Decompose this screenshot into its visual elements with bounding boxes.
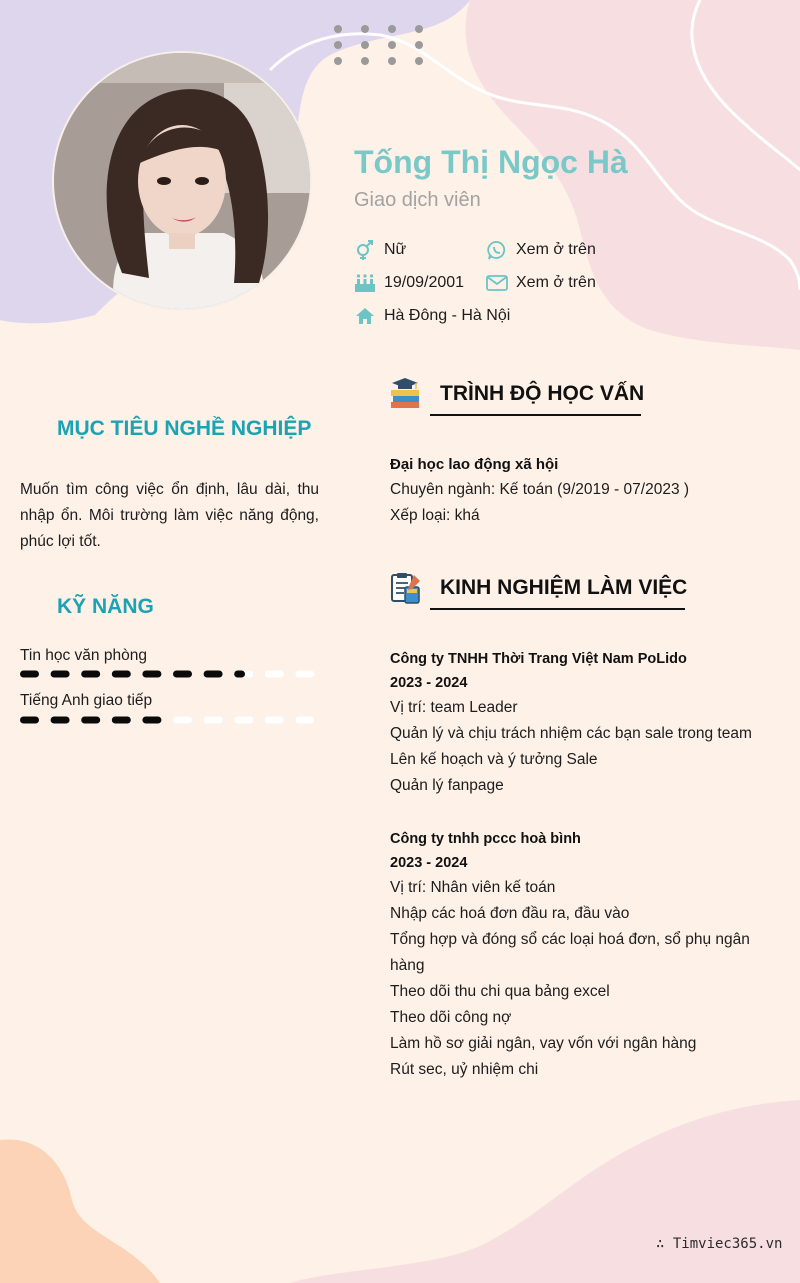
skill-segment-filled: [112, 671, 131, 678]
skill-segment-filled: [173, 671, 192, 678]
site-watermark: ∴ Timviec365.vn: [656, 1236, 783, 1252]
gender-icon: [354, 239, 376, 261]
skill-segment-filled: [20, 671, 39, 678]
gender-value: Nữ: [384, 241, 407, 258]
skill-segment-empty: [265, 671, 284, 678]
job-line: Vị trí: team Leader: [390, 699, 518, 716]
education-heading-underline: [430, 414, 641, 416]
skill-segment-filled: [51, 717, 70, 724]
skill-segment-filled: [20, 717, 39, 724]
skill-segment-empty: [265, 717, 284, 724]
clipboard-calculator-icon: [388, 571, 422, 605]
objective-text: Muốn tìm công việc ổn định, lâu dài, thu nhập ổn. Môi trường làm việc năng động, phúc lợi tốt.: [20, 481, 319, 550]
skill-level-bar: [20, 715, 320, 725]
experience-heading-underline: [430, 608, 685, 610]
address-value: Hà Đông - Hà Nội: [384, 307, 511, 324]
address-row: [354, 305, 510, 327]
job-line: Lên kế hoạch và ý tưởng Sale: [390, 751, 598, 768]
education-grade: Xếp loại: khá: [390, 507, 480, 524]
job-line: Làm hồ sơ giải ngân, vay vốn với ngân hàng: [390, 1035, 697, 1052]
skill-segment-filled: [112, 717, 131, 724]
job-line: Theo dõi công nợ: [390, 1009, 512, 1026]
experience-heading: KINH NGHIỆM LÀM VIỆC: [440, 576, 688, 599]
skill-segment-empty: [204, 717, 223, 724]
email-icon: [486, 272, 508, 294]
job-line: Quản lý fanpage: [390, 777, 504, 794]
skill-segment-empty: [295, 717, 314, 724]
birthdate-value: 19/09/2001: [384, 274, 465, 291]
skill-segment-filled: [142, 717, 161, 724]
job-title: Giao dịch viên: [354, 189, 481, 211]
job-line: Tổng hợp và đóng sổ các loại hoá đơn, sổ phụ ngân: [390, 931, 750, 948]
job-period: 2023 - 2024: [390, 675, 468, 691]
skill-label: Tiếng Anh giao tiếp: [20, 692, 153, 709]
job-company: Công ty TNHH Thời Trang Việt Nam PoLido: [390, 651, 687, 667]
job-line: Vị trí: Nhân viên kế toán: [390, 879, 556, 896]
education-heading: TRÌNH ĐỘ HỌC VẤN: [440, 382, 645, 405]
skill-segment-empty: [295, 671, 314, 678]
home-icon: [354, 305, 376, 327]
graduation-books-icon: [388, 376, 422, 410]
skill-level-bar: [20, 669, 320, 679]
email-row: [486, 272, 596, 294]
skill-segment-empty: [234, 717, 253, 724]
profile-photo: [52, 51, 312, 311]
birthdate-row: [354, 272, 464, 294]
skill-segment-empty: [173, 717, 192, 724]
candidate-name: Tống Thị Ngọc Hà: [354, 144, 628, 180]
job-period: 2023 - 2024: [390, 855, 468, 871]
job-line: Nhập các hoá đơn đầu ra, đầu vào: [390, 905, 630, 922]
job-line: Rút sec, uỷ nhiệm chi: [390, 1061, 539, 1078]
objective-heading: MỤC TIÊU NGHỀ NGHIỆP: [57, 417, 312, 440]
job-line: hàng: [390, 957, 425, 974]
skill-segment-filled: [81, 717, 100, 724]
skills-heading: KỸ NĂNG: [57, 595, 154, 618]
gender-row: [354, 239, 406, 261]
skill-segment-filled: [234, 671, 245, 678]
job-company: Công ty tnhh pccc hoà bình: [390, 831, 581, 847]
phone-value: Xem ở trên: [516, 241, 596, 258]
skill-segment-filled: [51, 671, 70, 678]
phone-row: [486, 239, 596, 261]
education-major: Chuyên ngành: Kế toán (9/2019 - 07/2023 ): [390, 481, 690, 498]
dot-grid-decoration: [333, 25, 427, 69]
whatsapp-icon: [486, 239, 508, 261]
skill-segment-filled: [204, 671, 223, 678]
skill-segment-filled: [81, 671, 100, 678]
education-school: Đại học lao động xã hội: [390, 456, 559, 473]
job-line: Quản lý và chịu trách nhiệm các bạn sale trong team: [390, 725, 752, 742]
birthday-cake-icon: [354, 272, 376, 294]
skill-segment-filled: [142, 671, 161, 678]
skill-label: Tin học văn phòng: [20, 647, 147, 664]
email-value: Xem ở trên: [516, 274, 596, 291]
job-line: Theo dõi thu chi qua bảng excel: [390, 983, 610, 1000]
